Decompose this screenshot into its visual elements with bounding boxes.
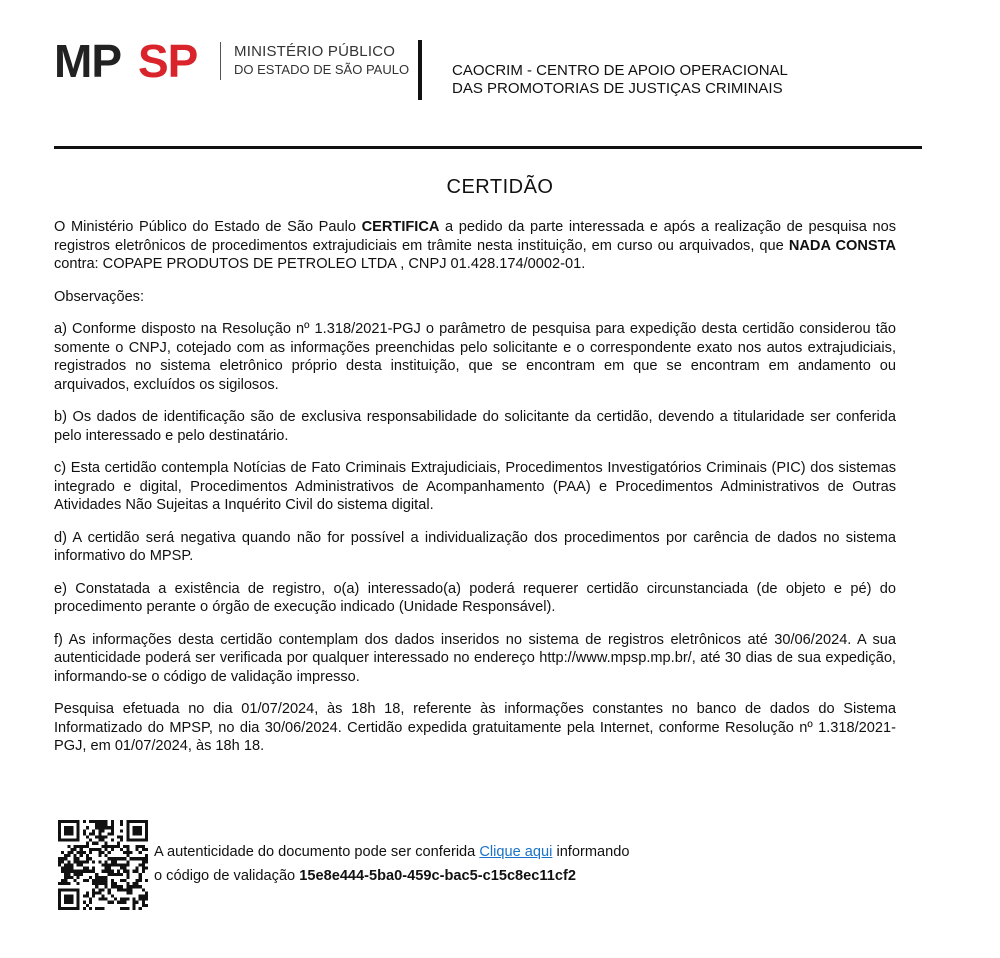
validation-code-prefix: o código de validação: [154, 868, 300, 884]
verify-link[interactable]: Clique aqui: [479, 844, 553, 860]
pesquisa-paragraph: Pesquisa efetuada no dia 01/07/2024, às 18h 18, referente às informações constantes no banco de dados do Sistema Informatizado do MPSP, no dia 30/06/2024. Certidão expedida gratuitamente pela Internet, conforme Resolução nº 1.318/2021-PGJ, em 01/07/2024, às 18h 18.: [54, 701, 896, 754]
validation-footer: [58, 820, 938, 912]
logo-mp-text: MP: [54, 35, 121, 87]
observation-a: a) Conforme disposto na Resolução nº 1.318/2021-PGJ o parâmetro de pesquisa para expedição desta certidão considerou tão somente o CNPJ, cotejado com as informações preenchidas pelo solicitante e o correspondente exato nos autos extrajudiciais, registrados no sistema eletrônico próprio desta instituição, que se encontram em que se encontram em andamento ou arquivados, excluídos os sigilosos.: [54, 321, 896, 393]
organization-line-1: CAOCRIM - CENTRO DE APOIO OPERACIONAL: [452, 62, 788, 79]
intro-part-3: contra: COPAPE PRODUTOS DE PETROLEO LTDA , CNPJ 01.428.174/0002-01.: [54, 256, 586, 272]
authenticity-prefix: A autenticidade do documento pode ser conferida: [154, 844, 480, 860]
authenticity-suffix: informando: [552, 844, 630, 860]
intro-part-1: O Ministério Público do Estado de São Paulo: [54, 219, 362, 235]
logo-line-1: MINISTÉRIO PÚBLICO: [234, 43, 396, 60]
observation-c: c) Esta certidão contempla Notícias de Fato Criminais Extrajudiciais, Procedimentos Investigatórios Criminais (PIC) dos sistemas integrado e digital, Procedimentos Administrativos de Acompanhamento (PAA) e Procedimentos Administrativos de Outras Atividades Não Sujeitas a Inquérito Civil do sistema digital.: [54, 460, 896, 513]
logo-line-2: DO ESTADO DE SÃO PAULO: [234, 62, 410, 77]
header-rule: [54, 146, 922, 149]
authenticity-line: [154, 844, 629, 860]
intro-paragraph: [54, 218, 896, 274]
logo-divider: [220, 42, 221, 80]
certifica-keyword: CERTIFICA: [361, 219, 440, 235]
observation-b: b) Os dados de identificação são de exclusiva responsabilidade do solicitante da certidão, devendo a titularidade ser conferida pelo interessado e pelo destinatário.: [54, 409, 896, 444]
validation-code-line: [154, 868, 576, 884]
document-title: CERTIDÃO: [446, 176, 554, 198]
organization-name: [452, 62, 788, 98]
document-body: [54, 218, 896, 756]
observacoes-label: Observações:: [54, 288, 145, 305]
organization-line-2: DAS PROMOTORIAS DE JUSTIÇAS CRIMINAIS: [452, 80, 783, 97]
header-divider: [418, 40, 422, 100]
nada-consta-keyword: NADA CONSTA: [788, 237, 897, 254]
qr-code-icon: [58, 820, 148, 910]
header: [0, 0, 1000, 150]
logo-sp-text: SP: [138, 35, 198, 87]
observation-e: e) Constatada a existência de registro, o(a) interessado(a) poderá requerer certidão circunstanciada (de objeto e pé) do procedimento perante o órgão de execução indicado (Unidade Responsável).: [54, 580, 896, 615]
intro-part-2: a pedido da parte interessada e após a realização de pesquisa nos registros eletrônicos de procedimentos extrajudiciais em trâmite nesta instituição, em curso ou arquivados, que: [54, 219, 896, 254]
validation-code: 15e8e444-5ba0-459c-bac5-c15c8ec11cf2: [299, 868, 576, 884]
observation-d: d) A certidão será negativa quando não for possível a individualização dos procedimentos por carência de dados no sistema informativo do MPSP.: [54, 529, 896, 564]
observation-f: f) As informações desta certidão contemplam dos dados inseridos no sistema de registros eletrônicos até 30/06/2024. A sua autenticidade poderá ser verificada por qualquer interessado no endereço http://www.mpsp.mp.br/, até 30 dias de sua expedição, informando-se o código de validação impresso.: [54, 631, 896, 685]
